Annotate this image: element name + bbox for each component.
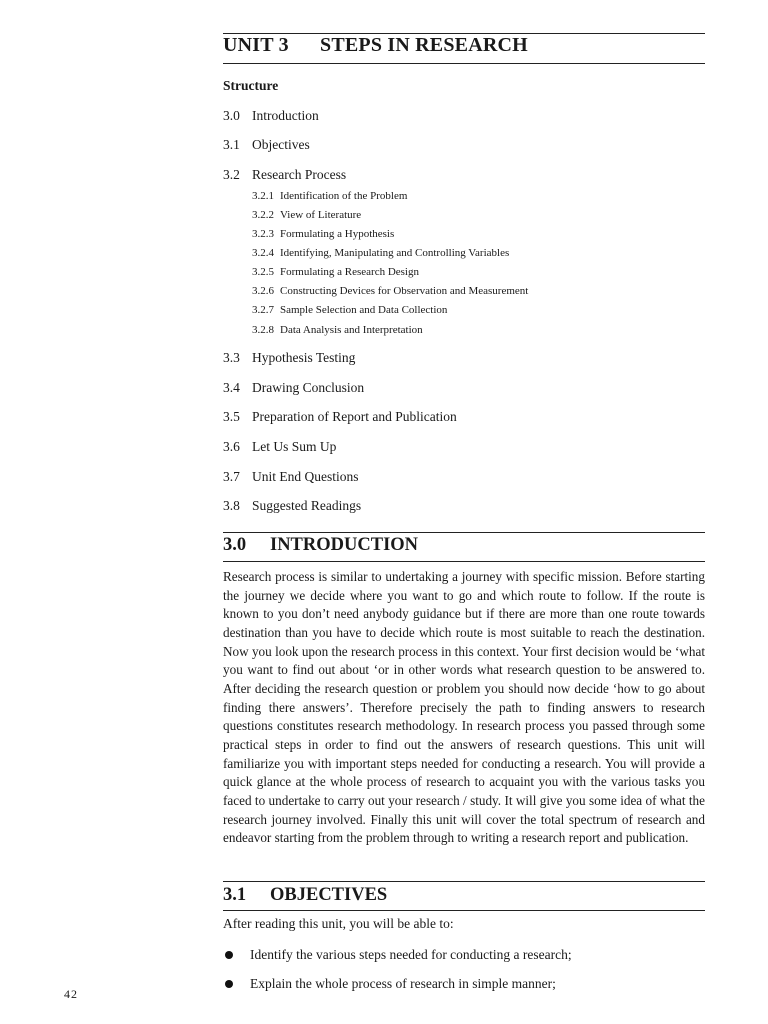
toc-subitem: 3.2.8 Data Analysis and Interpretation [252, 324, 423, 336]
toc-subitem: 3.2.5 Formulating a Research Design [252, 266, 419, 278]
introduction-heading: 3.0 INTRODUCTION [223, 535, 419, 555]
introduction-paragraph: Research process is similar to undertaking a journey with specific mission. Before starting the journey we decide where you want to go and which route to follow. If the route is known to you don’t need anybody guidance but if there are more than one route towards destination than you have to decide which route is most suitable to reach the destination. Now you look upon the research process in this context. Your first decision would be ‘what you want to find out about ‘or in other words what research question to be answered to. After deciding the research question or problem you should now decide ‘how to go about finding there answers’. Therefore precisely the path to finding answers to research questions constitutes research methodology. In research process you passed through some practical steps in order to find out the answers of research questions. This unit will familiarize you with important steps needed for conducting a research. You will provide a quick glance at the whole process of research to acquaint you with the various tasks you faced to undertake to carry out your research / study. It will give you some idea of what the research journey involved. Finally this unit will cover the total spectrum of research and endeavor starting from the problem through to writing a research report and publication. [223, 569, 705, 846]
section-bottom-rule [223, 910, 705, 911]
objectives-heading: 3.1 OBJECTIVES [223, 885, 388, 905]
toc-item: 3.1 Objectives [223, 137, 310, 152]
toc-item: 3.6 Let Us Sum Up [223, 439, 337, 454]
toc-subitem: 3.2.7 Sample Selection and Data Collection [252, 304, 448, 316]
toc-subitem: 3.2.1 Identification of the Problem [252, 190, 408, 202]
unit-title-rule [223, 63, 705, 64]
section-top-rule [223, 881, 705, 882]
unit-title [223, 34, 528, 57]
toc-item: 3.5 Preparation of Report and Publication [223, 409, 457, 424]
toc-item: 3.8 Suggested Readings [223, 498, 362, 513]
toc-item: 3.4 Drawing Conclusion [223, 380, 365, 395]
toc-item: 3.2 Research Process [223, 167, 347, 182]
unit-number: UNIT 3 [223, 34, 289, 56]
structure-label: Structure [223, 78, 279, 93]
section-top-rule [223, 532, 705, 533]
toc-subitem: 3.2.2 View of Literature [252, 209, 362, 221]
bullet-icon [225, 951, 233, 959]
objectives-intro: After reading this unit, you will be able to: [223, 916, 454, 931]
toc-item: 3.7 Unit End Questions [223, 469, 359, 484]
toc-item: 3.3 Hypothesis Testing [223, 350, 356, 365]
list-item: Identify the various steps needed for conducting a research; [223, 947, 572, 963]
toc-subitem: 3.2.4 Identifying, Manipulating and Controlling Variables [252, 247, 510, 259]
section-bottom-rule [223, 561, 705, 562]
bullet-icon [225, 980, 233, 988]
unit-name: STEPS IN RESEARCH [320, 34, 528, 56]
list-item: Explain the whole process of research in simple manner; [223, 976, 556, 992]
page-number: 42 [64, 987, 78, 1001]
toc-subitem: 3.2.6 Constructing Devices for Observation and Measurement [252, 285, 529, 297]
toc-item: 3.0 Introduction [223, 108, 319, 123]
toc-subitem: 3.2.3 Formulating a Hypothesis [252, 228, 395, 240]
